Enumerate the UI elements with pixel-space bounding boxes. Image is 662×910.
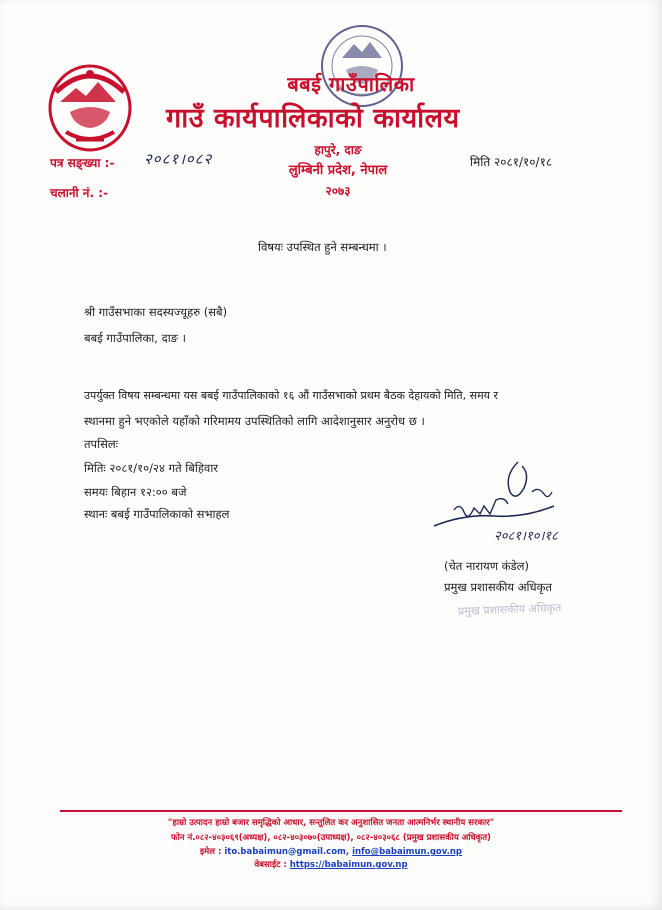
footer-divider: [60, 810, 622, 812]
office-name: गाउँ कार्यपालिकाको कार्यालय: [166, 103, 460, 134]
signatory-designation: प्रमुख प्रशासकीय अधिकृत: [444, 580, 552, 594]
detail-place: स्थानः बबई गाउँपालिकाको सभाहल: [84, 507, 230, 521]
footer-email: [0, 846, 662, 857]
email-label: इमेल :: [200, 847, 222, 857]
body-line-2: स्थानमा हुने भएकोले यहाँको गरिमामय उपस्थितिको लागि आदेशानुसार अनुरोध छ ।: [84, 414, 425, 428]
email-link-2[interactable]: info@babaimun.gov.np: [352, 847, 462, 857]
footer-slogan: "हाम्रो उत्पादन हाम्रो बजार समृद्धिको आधार, सन्तुलित कर अनुशासित जनता आत्मनिर्भर स्थानीय सरकार": [167, 818, 495, 828]
website-label: वेबसाईट :: [254, 860, 287, 870]
letter-date: मिति २०८१/१०/१८: [470, 155, 553, 169]
website-link[interactable]: https://babaimun.gov.np: [289, 860, 408, 870]
municipality-name: बबई गाउँपालिका: [287, 72, 415, 96]
email-link-1[interactable]: ito.babaimun@gmail.com,: [224, 847, 350, 857]
signatory-name: (चेत नारायण कंडेल): [444, 559, 529, 573]
reference-number-handwritten: २०८१।०८२: [144, 150, 213, 168]
dispatch-number-label: चलानी नं. :-: [50, 186, 108, 200]
footer-website: [0, 859, 662, 870]
footer-phones: फोन नं.०८२-४०३०६९(अध्यक्ष), ०८२-४०३०७०(उपाध्यक्ष), ०८२-४०३०६८ (प्रमुख प्रशासकीय अधिकृत): [171, 833, 491, 843]
province-name: लुम्बिनी प्रदेश, नेपाल: [288, 163, 388, 178]
signature-date-handwritten: २०८१।१०।१८: [494, 529, 558, 544]
body-line-1: उपर्युक्त विषय सम्बन्धमा यस बबई गाउँपालिकाको १६ औं गाउँसभाको प्रथम बैठक देहायको मिति, समय र: [84, 389, 499, 402]
designation-stamp: प्रमुख प्रशासकीय अधिकृत: [457, 601, 562, 618]
subject-line: विषयः उपस्थित हुने सम्बन्धमा ।: [258, 240, 387, 254]
detail-time: समयः बिहान १२:०० बजे: [84, 485, 187, 499]
established-year: २०७३: [325, 184, 351, 198]
office-location: हापुरे, दाङ: [314, 143, 362, 157]
reference-number-label: पत्र सङ्ख्या :-: [50, 156, 115, 170]
details-heading: तपसिलः: [84, 437, 118, 451]
detail-date: मितिः २०८१/१०/२४ गते बिहिवार: [84, 461, 219, 475]
addressee-line-2: बबई गाउँपालिका, दाङ ।: [84, 331, 187, 345]
addressee-line-1: श्री गाउँसभाका सदस्यज्यूहरु (सबै): [84, 305, 228, 319]
